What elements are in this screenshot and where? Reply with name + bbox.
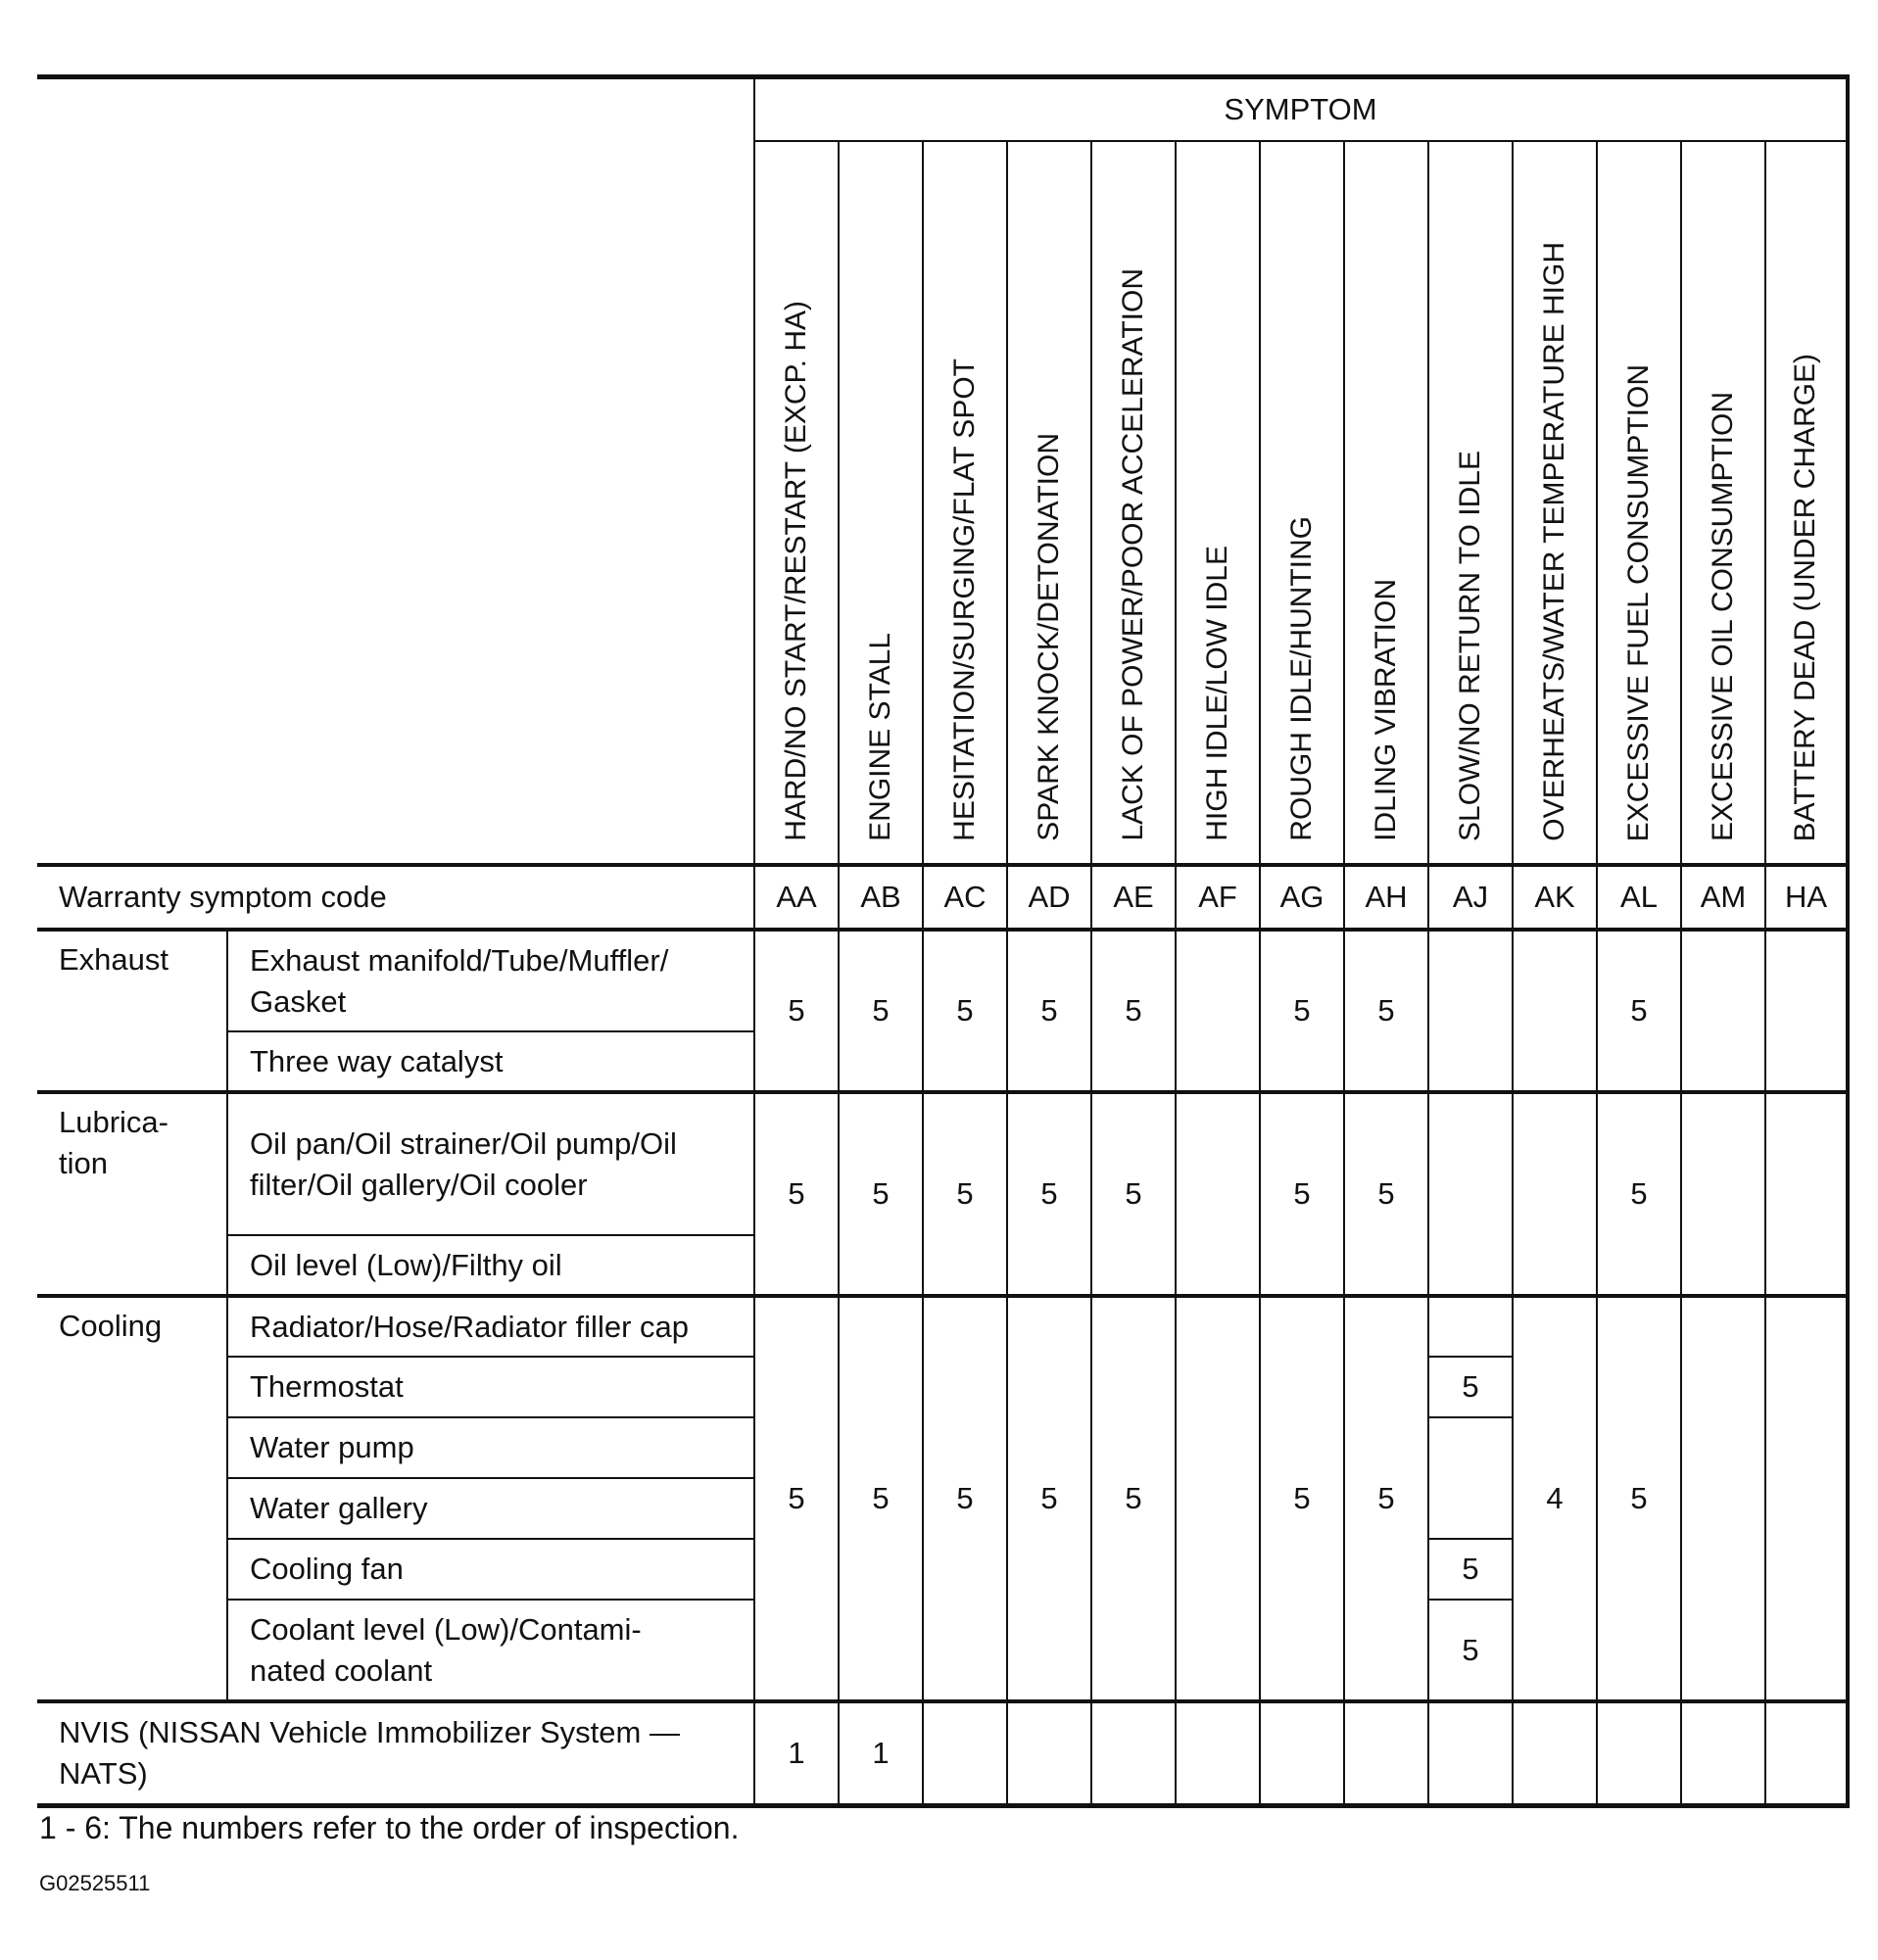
column-header (923, 141, 1007, 865)
column-header (1344, 141, 1428, 865)
symptom-code: AD (1007, 865, 1091, 930)
value-cell: 5 (923, 930, 1007, 1092)
table-row (37, 1296, 1848, 1357)
column-header-label: BATTERY DEAD (UNDER CHARGE) (1789, 353, 1822, 841)
column-header-label: OVERHEATS/WATER TEMPERATURE HIGH (1537, 242, 1570, 841)
column-header (1176, 141, 1260, 865)
value-cell: 5 (839, 1296, 923, 1701)
part-label: Water pump (250, 1430, 414, 1465)
value-cell: 5 (754, 1296, 839, 1701)
column-header-label: ENGINE STALL (863, 633, 896, 841)
value-cell: 5 (1344, 930, 1428, 1092)
part-cell (227, 1600, 754, 1701)
column-header-label: HESITATION/SURGING/FLAT SPOT (947, 359, 981, 841)
part-cell (227, 1417, 754, 1478)
part-label: Cooling fan (250, 1552, 404, 1587)
value-cell (1681, 1092, 1765, 1296)
part-label: Coolant level (Low)/Contami- nated coolant (250, 1611, 642, 1688)
value-cell: 5 (1428, 1539, 1513, 1600)
value-cell: 5 (1597, 930, 1681, 1092)
value-cell: 1 (754, 1701, 839, 1806)
nvis-label: NVIS (NISSAN Vehicle Immobilizer System — NATS) (59, 1715, 680, 1791)
column-header-label: ROUGH IDLE/HUNTING (1284, 516, 1318, 841)
value-cell (1428, 1296, 1513, 1357)
value-cell (1428, 1092, 1513, 1296)
column-header (1513, 141, 1597, 865)
value-cell (1176, 1701, 1260, 1806)
symptom-table (37, 74, 1850, 1808)
category-lubrication (37, 1092, 227, 1296)
part-cell (227, 1478, 754, 1539)
value-cell (1007, 1701, 1091, 1806)
part-cell (227, 930, 754, 1031)
value-cell: 5 (1260, 1296, 1344, 1701)
column-header-label: SPARK KNOCK/DETONATION (1032, 433, 1065, 841)
symptom-code: AL (1597, 865, 1681, 930)
value-cell (1428, 930, 1513, 1092)
part-cell (227, 1092, 754, 1235)
column-header-label: IDLING VIBRATION (1369, 579, 1402, 841)
category-exhaust (37, 930, 227, 1092)
value-cell (1176, 930, 1260, 1092)
symptom-code: HA (1765, 865, 1848, 930)
symptom-code: AJ (1428, 865, 1513, 930)
column-header-label: HARD/NO START/RESTART (EXCP. HA) (779, 301, 812, 841)
part-label: Water gallery (250, 1491, 428, 1526)
value-cell: 5 (1007, 1296, 1091, 1701)
part-cell (227, 1539, 754, 1600)
figure-id: G02525511 (39, 1871, 151, 1895)
value-cell: 5 (1091, 1092, 1176, 1296)
column-header-label: EXCESSIVE FUEL CONSUMPTION (1621, 363, 1655, 841)
column-header (1428, 141, 1513, 865)
value-cell (1091, 1701, 1176, 1806)
header-corner (37, 77, 754, 866)
value-cell: 5 (1597, 1296, 1681, 1701)
column-header-label: LACK OF POWER/POOR ACCELERATION (1116, 268, 1149, 841)
column-header (1597, 141, 1681, 865)
part-label: Thermostat (250, 1369, 404, 1405)
value-cell (1176, 1092, 1260, 1296)
column-header (1007, 141, 1091, 865)
value-cell (1513, 1092, 1597, 1296)
value-cell (923, 1701, 1007, 1806)
category-label: Lubrica- tion (59, 1105, 169, 1180)
warranty-code-label: Warranty symptom code (37, 865, 754, 930)
value-cell: 5 (1344, 1296, 1428, 1701)
value-cell: 5 (1344, 1092, 1428, 1296)
value-cell: 5 (1260, 1092, 1344, 1296)
value-cell (1681, 1701, 1765, 1806)
value-cell: 5 (1260, 930, 1344, 1092)
value-cell (1176, 1296, 1260, 1701)
table-row (37, 930, 1848, 1031)
value-cell: 5 (1091, 930, 1176, 1092)
value-cell: 4 (1513, 1296, 1597, 1701)
table-row (37, 1701, 1848, 1806)
value-cell (1428, 1701, 1513, 1806)
value-cell (1513, 930, 1597, 1092)
part-label: Radiator/Hose/Radiator filler cap (250, 1309, 689, 1344)
value-cell: 5 (923, 1092, 1007, 1296)
part-cell (227, 1235, 754, 1296)
symptom-code: AB (839, 865, 923, 930)
value-cell (1428, 1417, 1513, 1539)
symptom-code: AC (923, 865, 1007, 930)
column-header (754, 141, 839, 865)
symptom-code: AG (1260, 865, 1344, 930)
value-cell: 1 (839, 1701, 923, 1806)
column-header (839, 141, 923, 865)
value-cell (1597, 1701, 1681, 1806)
value-cell (1765, 1092, 1848, 1296)
value-cell (1344, 1701, 1428, 1806)
value-cell (1765, 930, 1848, 1092)
column-header (1765, 141, 1848, 865)
category-cooling (37, 1296, 227, 1701)
value-cell: 5 (1007, 930, 1091, 1092)
symptom-code: AM (1681, 865, 1765, 930)
part-cell (227, 1357, 754, 1417)
symptom-code: AK (1513, 865, 1597, 930)
column-header-label: SLOW/NO RETURN TO IDLE (1453, 451, 1486, 841)
value-cell: 5 (754, 1092, 839, 1296)
value-cell (1681, 930, 1765, 1092)
symptom-code: AA (754, 865, 839, 930)
category-label: Exhaust (59, 942, 169, 977)
value-cell (1765, 1701, 1848, 1806)
symptom-group-header: SYMPTOM (754, 77, 1848, 142)
symptom-code: AF (1176, 865, 1260, 930)
value-cell (1681, 1296, 1765, 1701)
value-cell: 5 (754, 930, 839, 1092)
value-cell: 5 (839, 930, 923, 1092)
value-cell (1513, 1701, 1597, 1806)
column-header (1681, 141, 1765, 865)
part-label: Exhaust manifold/Tube/Muffler/ Gasket (250, 942, 669, 1019)
value-cell (1260, 1701, 1344, 1806)
warranty-code-row (37, 865, 1848, 930)
symptom-code: AE (1091, 865, 1176, 930)
part-label: Three way catalyst (250, 1043, 504, 1078)
value-cell: 5 (839, 1092, 923, 1296)
symptom-code: AH (1344, 865, 1428, 930)
part-cell (227, 1296, 754, 1357)
column-header (1091, 141, 1176, 865)
column-header (1260, 141, 1344, 865)
value-cell: 5 (1428, 1357, 1513, 1417)
part-label: Oil level (Low)/Filthy oil (250, 1247, 562, 1282)
nvis-label-cell (37, 1701, 754, 1806)
column-header-label: HIGH IDLE/LOW IDLE (1200, 546, 1233, 841)
column-header-label: EXCESSIVE OIL CONSUMPTION (1706, 392, 1739, 841)
part-label: Oil pan/Oil strainer/Oil pump/Oil filter/Oil gallery/Oil cooler (250, 1125, 677, 1202)
value-cell: 5 (1428, 1600, 1513, 1701)
category-label: Cooling (59, 1309, 163, 1343)
footnote: 1 - 6: The numbers refer to the order of inspection. (39, 1810, 740, 1845)
value-cell: 5 (923, 1296, 1007, 1701)
value-cell: 5 (1091, 1296, 1176, 1701)
value-cell: 5 (1597, 1092, 1681, 1296)
table-row (37, 1092, 1848, 1235)
value-cell (1765, 1296, 1848, 1701)
value-cell: 5 (1007, 1092, 1091, 1296)
part-cell (227, 1031, 754, 1092)
diagnosis-chart (37, 74, 1850, 1808)
